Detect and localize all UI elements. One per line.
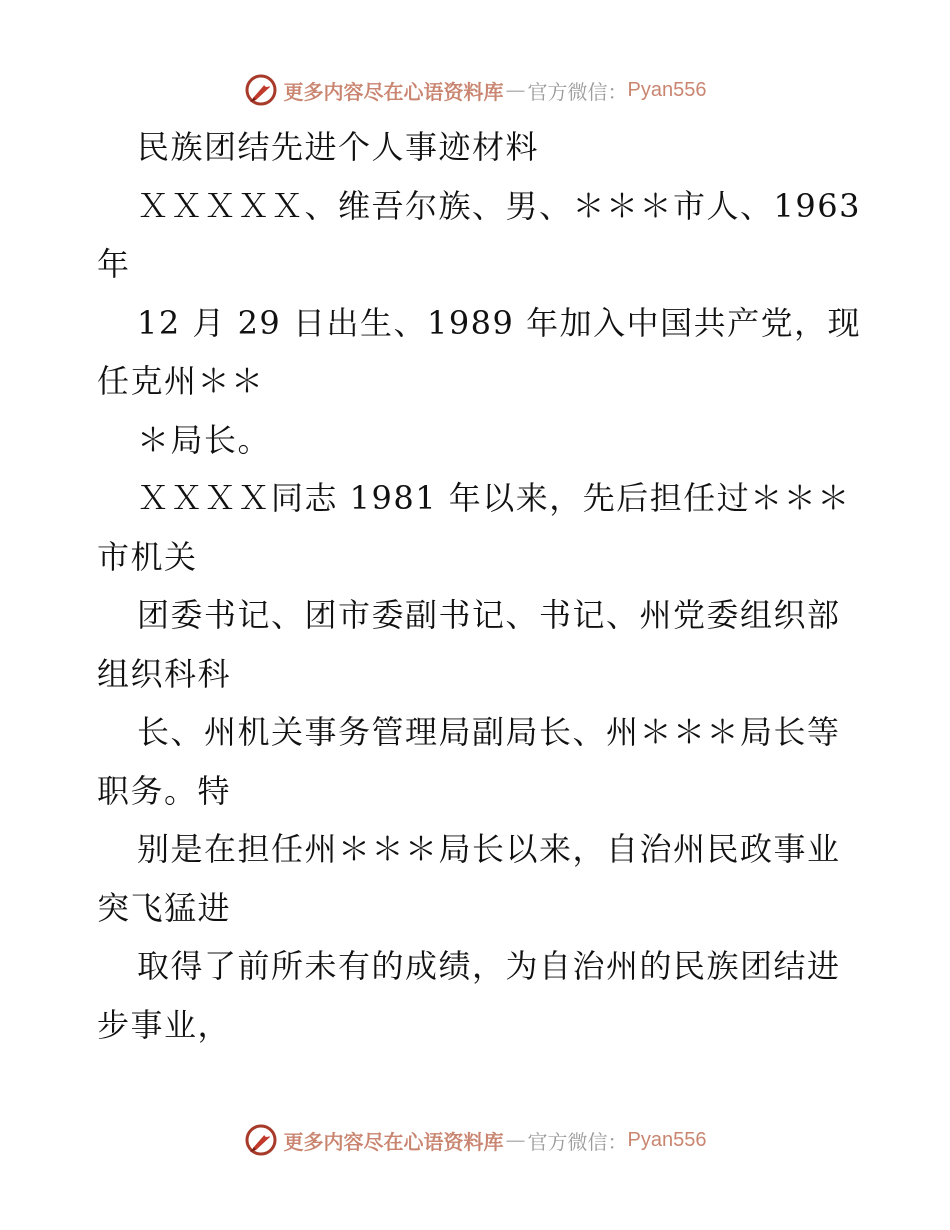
watermark-brand: 更多内容尽在心语资料库: [283, 79, 504, 104]
document-line: 团委书记、团市委副书记、书记、州党委组织部: [137, 596, 841, 634]
document-line: 12 月 29 日出生、1989 年加入中国共产党，现: [137, 303, 862, 342]
watermark-account: Pyan556: [627, 78, 707, 101]
watermark-account: Pyan556: [627, 1128, 707, 1151]
document-line: 突飞猛进: [97, 888, 232, 927]
document-body: [97, 118, 862, 1054]
watermark-dash: —: [505, 1128, 526, 1152]
document-line: ＸＸＸＸＸ、维吾尔族、男、＊＊＊市人、1963: [137, 186, 861, 225]
header-watermark: [0, 70, 950, 110]
footer-watermark: [0, 1120, 950, 1160]
pen-nib-logo-icon: [244, 73, 278, 107]
document-line: 市机关: [97, 537, 198, 576]
pen-nib-logo-icon: [244, 1123, 278, 1157]
document-line: 步事业，: [97, 1005, 232, 1044]
document-line: 职务。特: [97, 771, 232, 810]
document-line: ＊局长。: [137, 420, 272, 459]
document-line: 民族团结先进个人事迹材料: [137, 128, 540, 166]
watermark-dash: —: [505, 78, 526, 102]
document-line: 年: [97, 245, 131, 283]
watermark-label: 官方微信：: [527, 1129, 628, 1154]
watermark-brand: 更多内容尽在心语资料库: [283, 1129, 504, 1154]
watermark-label: 官方微信：: [527, 79, 628, 104]
document-line: 长、州机关事务管理局副局长、州＊＊＊局长等: [137, 713, 841, 751]
document-line: 任克州＊＊: [97, 362, 265, 400]
document-line: ＸＸＸＸ同志 1981 年以来，先后担任过＊＊＊: [137, 479, 851, 517]
document-line: 组织科科: [97, 654, 232, 693]
document-line: 取得了前所未有的成绩，为自治州的民族团结进: [137, 947, 841, 985]
document-line: 别是在担任州＊＊＊局长以来，自治州民政事业: [137, 830, 841, 868]
